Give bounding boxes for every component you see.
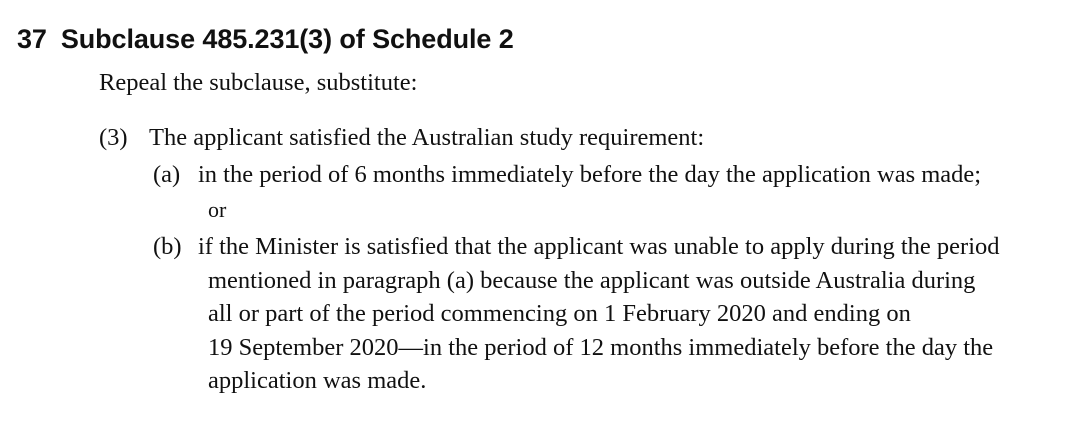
- paragraph-a-text: in the period of 6 months immediately before the day the application was made;: [198, 161, 982, 188]
- amendment-instruction: Repeal the subclause, substitute:: [99, 69, 418, 96]
- subclause-text: The applicant satisfied the Australian study requirement:: [149, 124, 705, 151]
- paragraph-a-label: (a): [153, 161, 181, 188]
- paragraph-b-line: mentioned in paragraph (a) because the applicant was outside Australia during: [208, 267, 976, 294]
- amendment-number: 37: [17, 24, 47, 54]
- paragraph-b-line: application was made.: [208, 367, 427, 394]
- paragraph-b-label: (b): [153, 233, 182, 260]
- amendment-heading: [17, 20, 514, 58]
- subclause-label: (3): [99, 124, 128, 151]
- paragraph-b-line: if the Minister is satisfied that the applicant was unable to apply during the period: [198, 233, 1000, 260]
- paragraph-b-line: all or part of the period commencing on 1 February 2020 and ending on: [208, 300, 911, 327]
- paragraph-connector: or: [208, 197, 227, 222]
- paragraph-b-line: 19 September 2020—in the period of 12 months immediately before the day the: [208, 334, 994, 361]
- amendment-title: Subclause 485.231(3) of Schedule 2: [60, 24, 514, 54]
